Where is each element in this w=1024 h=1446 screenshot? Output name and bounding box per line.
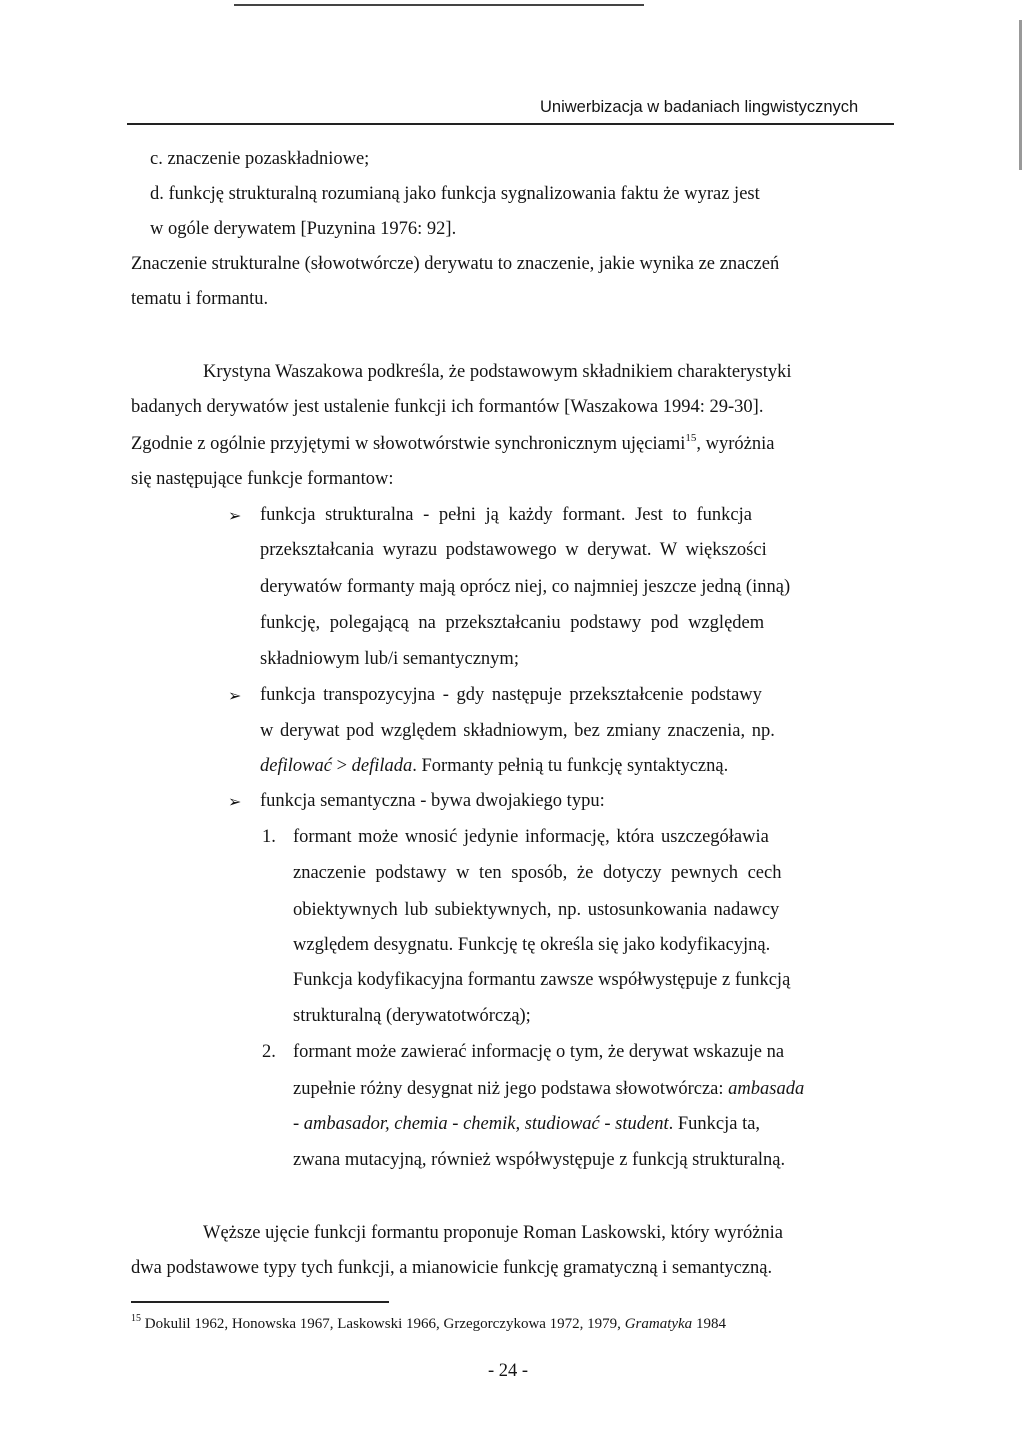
text-line	[260, 757, 728, 776]
text-line: obiektywnych lub subiektywnych, np. ustosunkowania nadawcy	[293, 900, 780, 920]
text-line: funkcja transpozycyjna - gdy następuje przekształcenie podstawy	[260, 685, 762, 705]
example-words: - ambasador, chemia - chemik, studiować - student	[293, 1114, 669, 1134]
footnote	[131, 1313, 726, 1333]
text-segment: , wyróżnia	[696, 434, 775, 454]
text-line: przekształcania wyrazu podstawowego w derywat. W większości	[260, 540, 767, 560]
text-line: się następujące funkcje formantow:	[131, 469, 394, 489]
text-line: Funkcja kodyfikacyjna formantu zawsze współwystępuje z funkcją	[293, 970, 791, 990]
text-line: Węższe ujęcie funkcji formantu proponuje Roman Laskowski, który wyróżnia	[203, 1223, 784, 1243]
text-line: Znaczenie strukturalne (słowotwórcze) derywatu to znaczenie, jakie wynika ze znaczeń	[131, 254, 780, 274]
text-line: funkcja semantyczna - bywa dwojakiego typu:	[260, 791, 605, 811]
text-segment: . Formanty pełnią tu funkcję syntaktyczną.	[412, 756, 729, 776]
text-line: funkcję, polegającą na przekształcaniu podstawy pod względem	[260, 613, 765, 633]
top-scan-line	[234, 4, 644, 6]
text-line: funkcja strukturalna - pełni ją każdy formant. Jest to funkcja	[260, 505, 752, 525]
footnote-number: 15	[131, 1313, 141, 1324]
text-line: zwana mutacyjną, również współwystępuje z funkcją strukturalną.	[293, 1150, 786, 1170]
right-edge-mark	[1019, 20, 1022, 170]
text-line: tematu i formantu.	[131, 289, 269, 309]
text-line: formant może zawierać informację o tym, że derywat wskazuje na	[293, 1042, 785, 1062]
list-number: 2.	[262, 1042, 276, 1062]
list-number: 1.	[262, 827, 276, 847]
bullet-arrow-icon: ➢	[228, 792, 242, 811]
text-line: d. funkcję strukturalną rozumianą jako funkcja sygnalizowania faktu że wyraz jest	[150, 184, 760, 204]
footnote-text: Dokulil 1962, Honowska 1967, Laskowski 1966, Grzegorczykowa 1972, 1979,	[141, 1316, 625, 1332]
text-line: derywatów formanty mają oprócz niej, co najmniej jeszcze jedną (inną)	[260, 577, 791, 597]
text-line: w derywat pod względem składniowym, bez zmiany znaczenia, np.	[260, 721, 775, 741]
text-line: badanych derywatów jest ustalenie funkcji ich formantów [Waszakowa 1994: 29-30].	[131, 397, 764, 417]
text-segment: . Funkcja ta,	[668, 1114, 761, 1134]
text-line: Krystyna Waszakowa podkreśla, że podstawowym składnikiem charakterystyki	[203, 362, 792, 382]
example-word: ambasada	[728, 1079, 805, 1099]
text-line: c. znaczenie pozaskładniowe;	[150, 149, 370, 169]
header-rule	[127, 123, 894, 125]
text-line: formant może wnosić jedynie informację, która uszczegóławia	[293, 827, 769, 847]
text-line: względem desygnatu. Funkcję tę określa się jako kodyfikacyjną.	[293, 935, 771, 955]
bullet-arrow-icon: ➢	[228, 506, 242, 525]
running-header: Uniwerbizacja w badaniach lingwistycznych	[540, 98, 859, 116]
page-number: - 24 -	[488, 1361, 529, 1381]
example-word: defilować	[260, 756, 332, 776]
text-line: znaczenie podstawy w ten sposób, że dotyczy pewnych cech	[293, 863, 782, 883]
footnote-text-end: 1984	[692, 1316, 726, 1332]
text-line: dwa podstawowe typy tych funkcji, a mianowicie funkcję gramatyczną i semantyczną.	[131, 1258, 773, 1278]
text-segment: zupełnie różny desygnat niż jego podstawa słowotwórcza:	[293, 1079, 729, 1099]
footnote-ref: 15	[685, 432, 697, 444]
text-line: w ogóle derywatem [Puzynina 1976: 92].	[150, 219, 457, 239]
text-segment: Zgodnie z ogólnie przyjętymi w słowotwórstwie synchronicznym ujęciami	[131, 434, 686, 454]
footnote-italic: Gramatyka	[624, 1316, 693, 1332]
example-word: defilada	[351, 756, 413, 776]
text-line: składniowym lub/i semantycznym;	[260, 649, 519, 669]
text-segment: >	[331, 756, 352, 776]
bullet-arrow-icon: ➢	[228, 686, 242, 705]
text-line	[131, 432, 775, 454]
text-line	[293, 1115, 760, 1134]
text-line: strukturalną (derywatotwórczą);	[293, 1006, 531, 1026]
text-line	[293, 1080, 804, 1099]
footnote-rule	[131, 1301, 389, 1303]
